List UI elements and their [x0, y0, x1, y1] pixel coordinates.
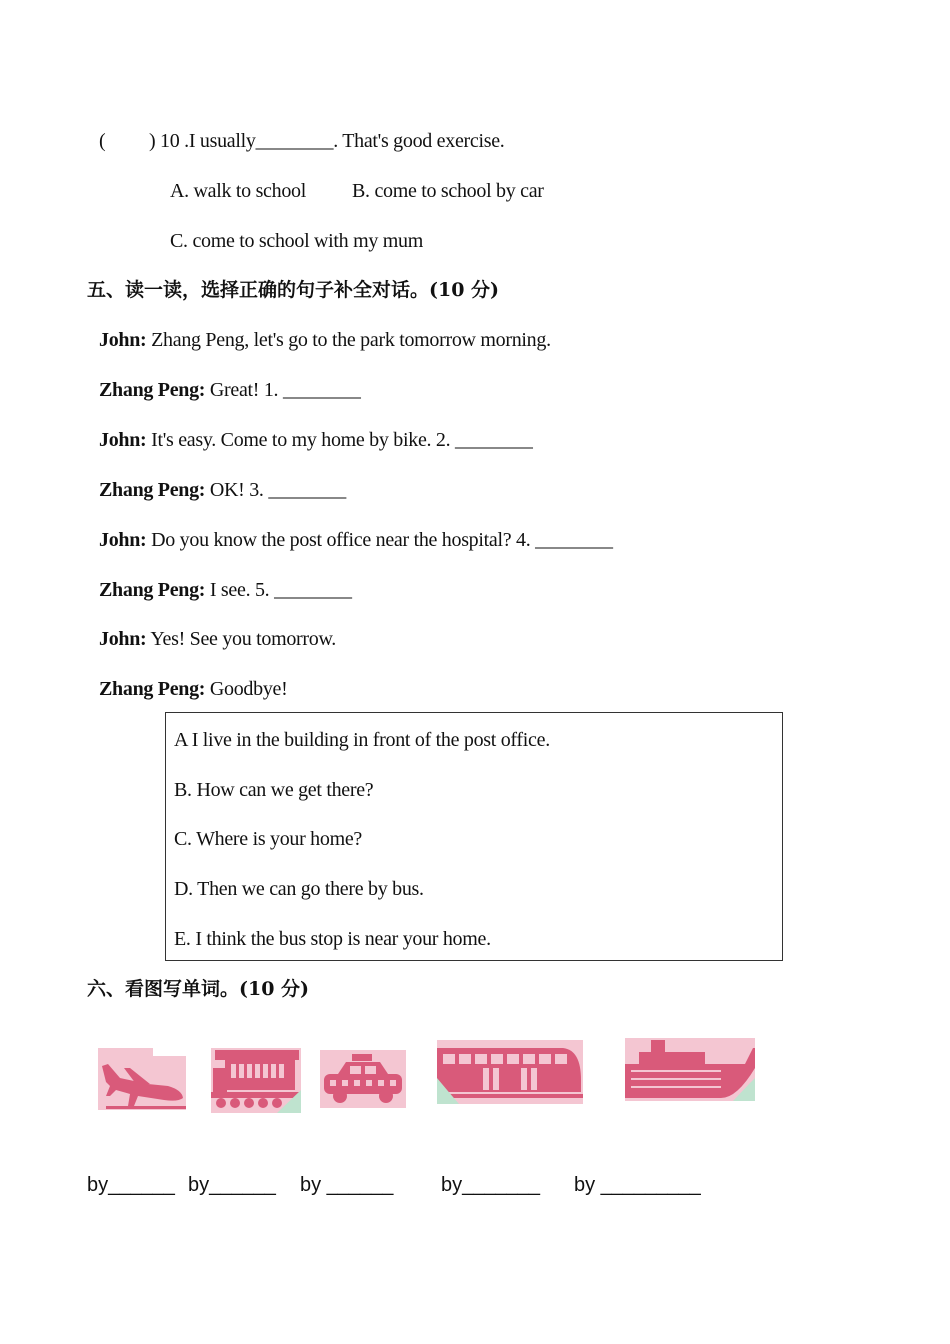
dialogue-line — [99, 627, 336, 651]
option-b: B. How can we get there? — [174, 779, 374, 801]
option-a: A I live in the building in front of the post office. — [174, 729, 550, 751]
q10-option-b: B. come to school by car — [352, 180, 544, 202]
blank-4: by_______ — [441, 1174, 540, 1196]
speaker: John: — [99, 628, 147, 650]
q10-paren: ( — [99, 130, 106, 152]
utterance: It's easy. Come to my home by bike. 2. ________ — [146, 429, 533, 451]
speaker: John: — [99, 329, 147, 351]
ship-icon — [625, 1038, 755, 1101]
taxi-icon — [320, 1050, 406, 1108]
speaker: John: — [99, 429, 147, 451]
blank-3: by ______ — [300, 1174, 394, 1196]
q10-stem: ) 10 .I usually________. That's good exercise. — [149, 130, 505, 152]
dialogue-line — [99, 428, 533, 452]
q10-option-a: A. walk to school — [170, 180, 306, 202]
utterance: Do you know the post office near the hospital? 4. ________ — [146, 529, 613, 551]
q10-option-c: C. come to school with my mum — [170, 230, 423, 252]
utterance: I see. 5. ________ — [205, 579, 352, 601]
dialogue-line — [99, 578, 352, 602]
speaker: John: — [99, 529, 147, 551]
speaker: Zhang Peng: — [99, 579, 206, 601]
utterance: OK! 3. ________ — [205, 479, 346, 501]
utterance: Zhang Peng, let's go to the park tomorrow morning. — [146, 329, 551, 351]
blank-2: by______ — [188, 1174, 276, 1196]
option-d: D. Then we can go there by bus. — [174, 878, 424, 900]
utterance: Goodbye! — [205, 678, 288, 700]
train-icon — [211, 1048, 301, 1113]
speaker: Zhang Peng: — [99, 678, 206, 700]
option-e: E. I think the bus stop is near your home. — [174, 928, 491, 950]
plane-icon — [98, 1048, 186, 1110]
speaker: Zhang Peng: — [99, 479, 206, 501]
blank-1: by______ — [87, 1174, 175, 1196]
dialogue-line — [99, 677, 287, 701]
utterance: Yes! See you tomorrow. — [146, 628, 336, 650]
section6-title: 六、看图写单词。(10 分) — [87, 978, 310, 1000]
dialogue-line — [99, 328, 551, 352]
blank-5: by _________ — [574, 1174, 701, 1196]
section5-title: 五、读一读，选择正确的句子补全对话。(10 分) — [87, 279, 500, 301]
dialogue-line — [99, 478, 346, 502]
dialogue-line — [99, 378, 361, 402]
utterance: Great! 1. ________ — [205, 379, 361, 401]
option-c: C. Where is your home? — [174, 828, 362, 850]
dialogue-line — [99, 528, 613, 552]
subway-icon — [437, 1040, 583, 1104]
speaker: Zhang Peng: — [99, 379, 206, 401]
